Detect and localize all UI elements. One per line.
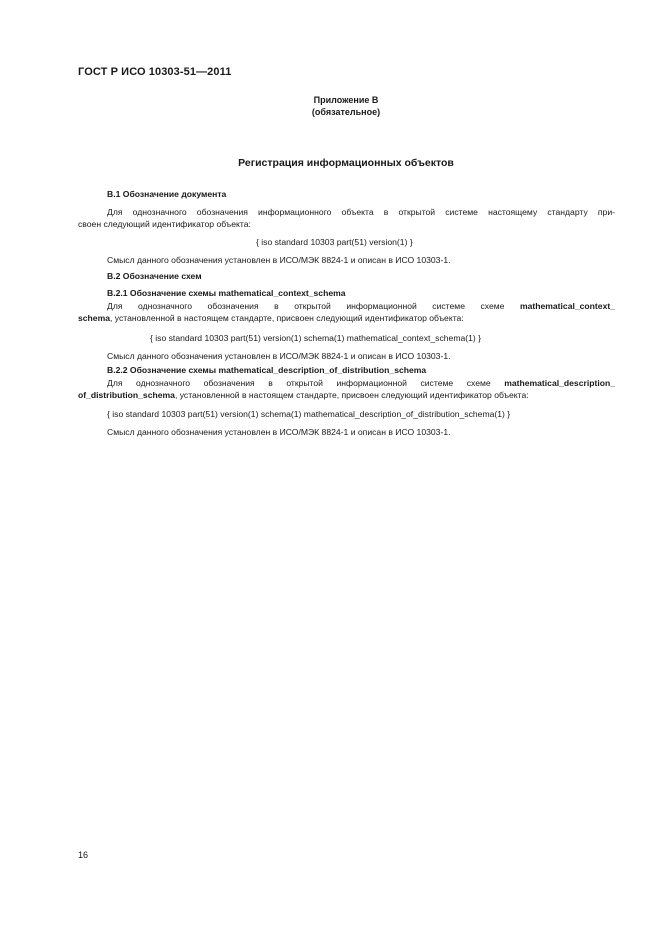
section-b21-paragraph-rest: , установленной в настоящем стандарте, присвоен следующий идентификатор объекта: (110, 313, 464, 323)
section-b1-heading: В.1 Обозначение документа (107, 189, 227, 199)
section-b21-paragraph-line2 (78, 312, 464, 324)
section-b21-paragraph-text: Для однозначного обозначения в открытой информационной системе схеме (107, 301, 520, 311)
section-b22-paragraph-line2 (78, 389, 529, 401)
appendix-label: Приложение В (313, 95, 379, 105)
section-b21-paragraph-line1 (107, 300, 615, 312)
standard-code-header: ГОСТ Р ИСО 10303-51—2011 (78, 66, 232, 78)
section-b22-paragraph-line1 (107, 377, 615, 389)
section-b22-identifier: { iso standard 10303 part(51) version(1) schema(1) mathematical_description_of_distribution_schema(1) } (107, 409, 511, 419)
document-title: Регистрация информационных объектов (238, 157, 454, 169)
section-b1-paragraph-line1: Для однозначного обозначения информационного объекта в открытой системе настоящему стандарту при- (107, 207, 615, 217)
page-number: 16 (78, 850, 89, 860)
section-b21-meaning: Смысл данного обозначения установлен в ИСО/МЭК 8824-1 и описан в ИСО 10303-1. (107, 351, 451, 361)
section-b21-schema-name-part1: mathematical_context_ (519, 301, 615, 311)
section-b21-schema-name-part2: schema (78, 313, 111, 323)
section-b1-paragraph-line2: своен следующий идентификатор объекта: (78, 219, 251, 229)
appendix-status: (обязательное) (311, 107, 381, 117)
section-b22-paragraph-text: Для однозначного обозначения в открытой информационной системе схеме (107, 378, 505, 388)
section-b22-heading: В.2.2 Обозначение схемы mathematical_description_of_distribution_schema (107, 365, 427, 375)
section-b1-meaning: Смысл данного обозначения установлен в ИСО/МЭК 8824-1 и описан в ИСО 10303-1. (107, 255, 451, 265)
section-b2-heading: В.2 Обозначение схем (107, 271, 202, 281)
section-b22-schema-name-part1: mathematical_description_ (504, 378, 615, 388)
section-b22-paragraph-rest: , установленной в настоящем стандарте, присвоен следующий идентификатор объекта: (174, 390, 529, 400)
section-b1-identifier: { iso standard 10303 part(51) version(1) } (256, 237, 413, 247)
section-b21-identifier: { iso standard 10303 part(51) version(1) schema(1) mathematical_context_schema(1) } (150, 333, 482, 343)
section-b22-meaning: Смысл данного обозначения установлен в ИСО/МЭК 8824-1 и описан в ИСО 10303-1. (107, 427, 451, 437)
section-b21-heading: В.2.1 Обозначение схемы mathematical_context_schema (107, 288, 346, 298)
section-b22-schema-name-part2: of_distribution_schema (78, 390, 175, 400)
